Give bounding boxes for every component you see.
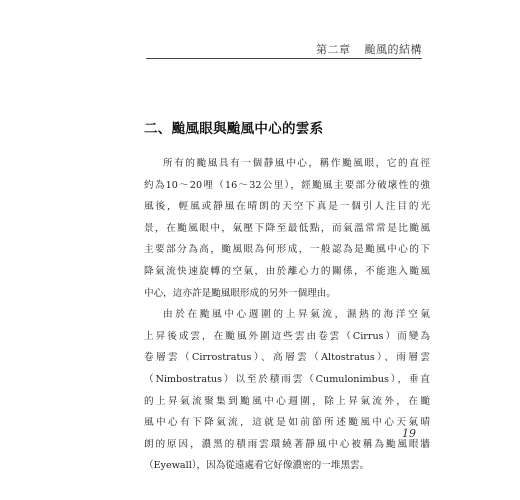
text-line: 主要部分為高，颱風眼為何形成，一般認為是颱風中心的下 bbox=[144, 244, 430, 256]
text-line: （Nimbostratus）以至於積雨雲（Cumulonimbus），垂直 bbox=[144, 373, 430, 385]
paragraph-2 bbox=[144, 304, 430, 477]
text-line: 中心，這亦許是颱風眼形成的另外一個理由。 bbox=[144, 287, 336, 299]
running-header bbox=[316, 41, 422, 57]
text-line: 降氣流快速旋轉的空氣，由於離心力的關係，不能進入颱風 bbox=[144, 265, 430, 277]
page-number: 19 bbox=[402, 427, 416, 440]
text-line: 風後，輕風或靜風在晴朗的天空下真是一個引人注目的光 bbox=[144, 201, 430, 213]
text-line: （Eyewall），因為從遠處看它好像濃密的一堆黑雲。 bbox=[144, 460, 370, 472]
text-line: 上昇後成雲，在颱風外圍這些雲由卷雲（Cirrus）而變為 bbox=[144, 330, 430, 342]
chapter-label: 第二章 bbox=[316, 43, 351, 56]
text-line: 景，在颱風眼中，氣壓下降至最低點，而氣溫常常是比颱風 bbox=[144, 222, 430, 234]
text-line: 所有的颱風具有一個靜風中心，稱作颱風眼，它的直徑 bbox=[163, 158, 430, 169]
body-text bbox=[144, 153, 430, 477]
chapter-title: 颱風的結構 bbox=[364, 43, 422, 56]
text-line: 約為10～20哩（16～32公里），經颱風主要部分破壞性的強 bbox=[144, 179, 430, 191]
text-line: 的上昇氣流聚集到颱風中心週圍，除上昇氣流外，在颱 bbox=[144, 395, 430, 407]
header-rule bbox=[146, 58, 422, 59]
text-line: 風中心有下降氣流，這就是如前節所述颱風中心天氣晴 bbox=[144, 417, 430, 429]
text-line: 由於在颱風中心週圍的上昇氣流，濕熱的海洋空氣 bbox=[163, 309, 430, 321]
text-line: 朗的原因，濃黑的積雨雲環繞著靜風中心被稱為颱風眼牆 bbox=[144, 438, 430, 450]
paragraph-1 bbox=[144, 153, 430, 304]
section-title: 二、颱風眼與颱風中心的雲系 bbox=[144, 121, 324, 137]
text-line: 卷層雲（Cirrostratus）、高層雲（Altostratus）、雨層雲 bbox=[144, 352, 430, 364]
